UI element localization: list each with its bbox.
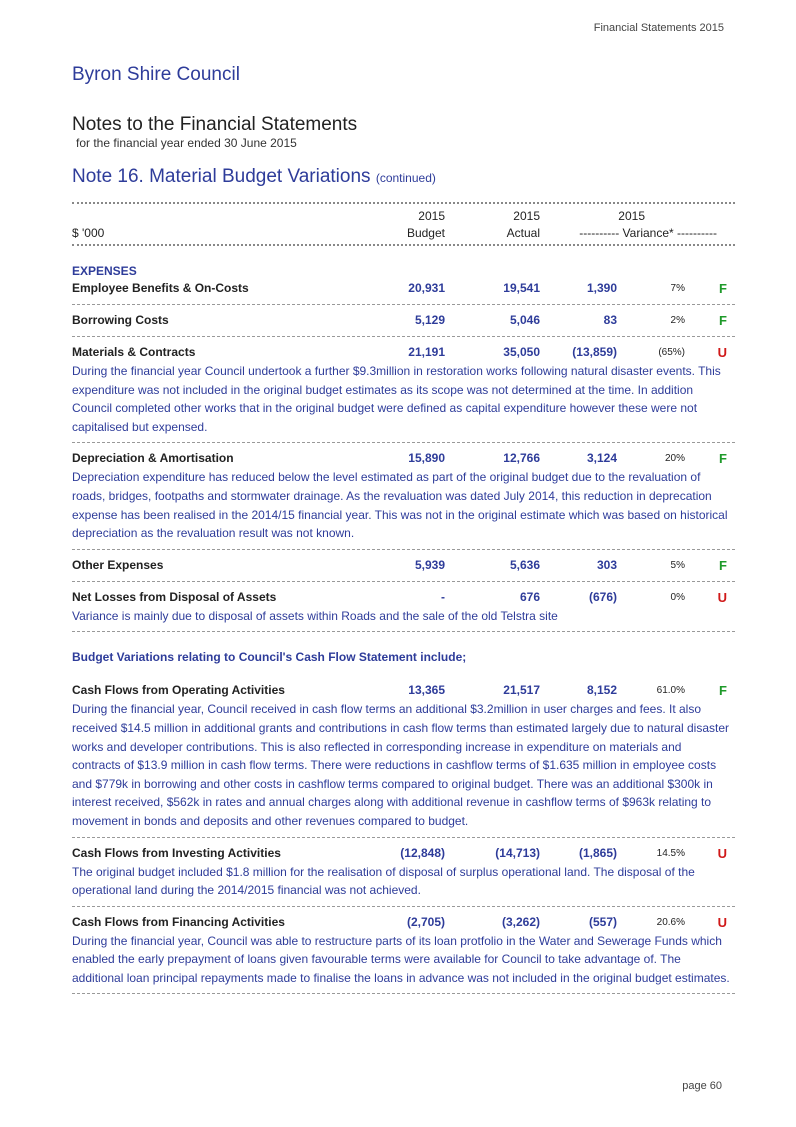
table-row <box>72 344 735 362</box>
favourable-unfavourable-flag: F <box>719 313 727 328</box>
notes-subtitle: for the financial year ended 30 June 2015 <box>76 136 297 150</box>
favourable-unfavourable-flag: F <box>719 451 727 467</box>
cashflow-heading: Budget Variations relating to Council's Cash Flow Statement include; <box>72 650 467 665</box>
variance-percent: 14.5% <box>656 847 685 859</box>
row-label: Cash Flows from Financing Activities <box>72 914 285 929</box>
actual-year-header: 2015 <box>513 209 540 223</box>
variance-percent: (65%) <box>658 347 685 358</box>
budget-value: 20,931 <box>408 281 445 295</box>
budget-header: Budget <box>406 226 445 240</box>
page-number: page 60 <box>682 1080 722 1092</box>
variance-percent: 2% <box>670 315 685 326</box>
budget-value: - <box>441 589 445 604</box>
variance-value: 1,390 <box>586 281 617 295</box>
variance-explanation: Depreciation expenditure has reduced below the level estimated as part of the original budget due to the revaluation of roads, bridges, footpaths and stormwater drainage. As the revaluation was dated July 2014, this reduction in deprecation expense has been realised in the 2014/15 financial year. This was not in the original estimate which was based on historical depreciation as the revaluation result was not known. <box>72 470 728 541</box>
budget-value: 5,939 <box>414 557 445 572</box>
notes-title: Notes to the Financial Statements <box>72 114 358 135</box>
variance-percent: 61.0% <box>656 685 685 697</box>
variance-value: 3,124 <box>586 451 617 466</box>
actual-value: 5,636 <box>509 557 540 572</box>
row-label: Borrowing Costs <box>72 313 169 327</box>
budget-year-header: 2015 <box>418 209 445 223</box>
expenses-heading: EXPENSES <box>72 264 137 278</box>
note-continued: (continued) <box>375 171 436 185</box>
note-title <box>72 166 436 188</box>
variance-explanation: During the financial year Council undertook a further $9.3million in restoration works following natural disaster events. This expenditure was not included in the original budget estimates as its scope was not determined at the time. In addition Council completed other works that in the original budget were defined as capital expenditure however these were not capitalised but expensed. <box>72 364 721 434</box>
row-label: Cash Flows from Operating Activities <box>72 683 285 698</box>
variance-percent: 20% <box>664 453 685 465</box>
unit-header: $ '000 <box>72 226 105 240</box>
row-label: Employee Benefits & On-Costs <box>72 281 249 295</box>
actual-value: (14,713) <box>495 845 540 860</box>
variance-value: (557) <box>588 914 617 929</box>
favourable-unfavourable-flag: F <box>719 281 727 296</box>
favourable-unfavourable-flag: U <box>717 914 727 930</box>
row-label: Depreciation & Amortisation <box>72 451 234 466</box>
table-row <box>72 280 735 298</box>
variance-explanation: Variance is mainly due to disposal of assets within Roads and the sale of the old Telstra site <box>72 608 558 623</box>
column-headers <box>72 204 735 244</box>
running-header: Financial Statements 2015 <box>593 22 724 34</box>
table-row <box>72 557 735 575</box>
table-row <box>72 450 735 468</box>
budget-value: 21,191 <box>408 345 445 359</box>
variance-percent: 7% <box>670 283 685 294</box>
actual-header: Actual <box>506 226 540 240</box>
budget-value: (12,848) <box>400 845 445 860</box>
budget-value: 5,129 <box>414 313 445 327</box>
variance-value: (676) <box>588 589 617 604</box>
budget-value: (2,705) <box>406 914 445 929</box>
row-label: Cash Flows from Investing Activities <box>72 845 281 860</box>
table-row <box>72 312 735 330</box>
actual-value: 5,046 <box>509 313 540 327</box>
favourable-unfavourable-flag: U <box>717 589 727 605</box>
expense-rows <box>72 280 735 632</box>
favourable-unfavourable-flag: U <box>717 345 727 360</box>
cashflow-rows <box>72 682 735 994</box>
variance-value: 303 <box>596 557 617 572</box>
variance-value: (13,859) <box>572 345 617 359</box>
favourable-unfavourable-flag: F <box>719 557 727 573</box>
note-title-text: Note 16. Material Budget Variations <box>72 166 371 187</box>
table-row <box>72 682 735 700</box>
table-row <box>72 845 735 863</box>
actual-value: 19,541 <box>503 281 540 295</box>
favourable-unfavourable-flag: U <box>717 845 727 861</box>
actual-value: 676 <box>519 589 540 604</box>
row-label: Other Expenses <box>72 557 164 572</box>
budget-value: 15,890 <box>408 451 445 466</box>
table-row <box>72 589 735 607</box>
actual-value: 35,050 <box>503 345 540 359</box>
budget-value: 13,365 <box>408 683 445 698</box>
row-divider <box>72 993 735 994</box>
variance-explanation: During the financial year, Council received in cash flow terms an additional $3.2million in user charges and fees. It also received $14.5 million in additional grants and contributions in cash flow terms than estimated largely due to natural disaster works and developer contributions. This is also reflected in corresponding increase in expenditure on materials and contracts of $13.9 million in cash flow terms. There were reductions in cashflow terms of $1.635 million in employee costs and $779k in borrowing and other costs in cashflow terms compared to original budget. There was an additional $300k in interest received, $562k in rates and annual charges along with additional revenue in cashflow terms of $963k relating to movement in bonds and deposits and other revenues compared to budget. <box>72 702 730 828</box>
actual-value: 12,766 <box>503 451 540 466</box>
actual-value: 21,517 <box>503 683 540 698</box>
variance-explanation: During the financial year, Council was able to restructure parts of its loan protfolio in the Water and Sewerage Funds which enabled the early prepayment of loans given favourable terms were available for Council to take advantage of. The additional loan principal repayments made to finalise the loans in advance was not included in the original budget estimates. <box>72 933 730 985</box>
variance-header: ---------- Variance* ---------- <box>579 226 717 240</box>
row-label: Net Losses from Disposal of Assets <box>72 589 277 604</box>
variance-percent: 20.6% <box>656 916 685 928</box>
council-name: Byron Shire Council <box>72 64 240 85</box>
variance-value: (1,865) <box>578 845 617 860</box>
variance-year-header: 2015 <box>618 209 645 223</box>
variance-value: 8,152 <box>586 683 617 698</box>
actual-value: (3,262) <box>501 914 540 929</box>
variance-value: 83 <box>603 313 617 327</box>
variance-percent: 0% <box>670 591 685 603</box>
variance-percent: 5% <box>670 559 685 571</box>
table-row <box>72 914 735 932</box>
budget-variations-table <box>72 202 735 994</box>
row-label: Materials & Contracts <box>72 345 196 359</box>
variance-explanation: The original budget included $1.8 million for the realisation of disposal of surplus operational land. The disposal of the operational land during the 2014/2015 financial was not achieved. <box>72 864 695 898</box>
favourable-unfavourable-flag: F <box>719 683 727 699</box>
